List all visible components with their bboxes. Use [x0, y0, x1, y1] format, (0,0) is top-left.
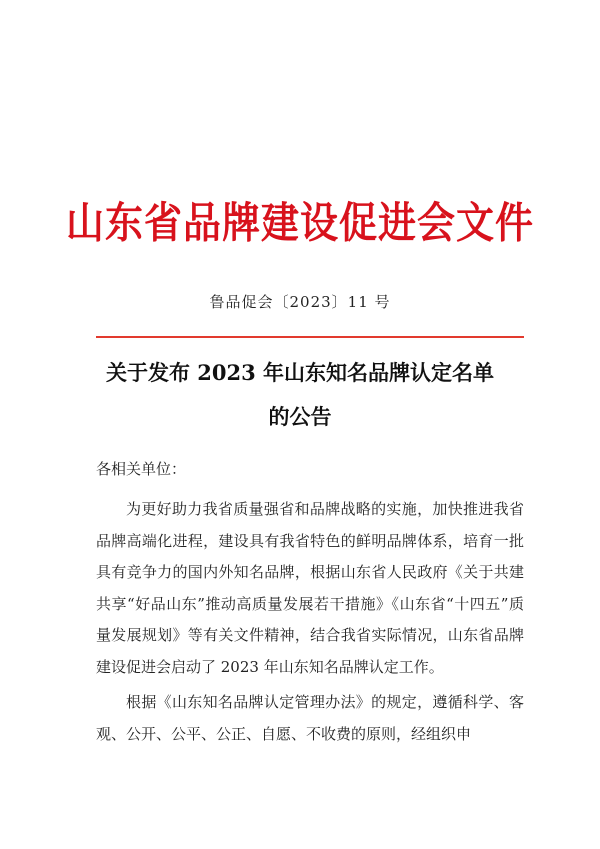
red-divider-line — [96, 336, 524, 338]
paragraph-1: 为更好助力我省质量强省和品牌战略的实施，加快推进我省品牌高端化进程，建设具有我省特色的鲜明品牌体系，培育一批具有竞争力的国内外知名品牌，根据山东省人民政府《关于共建共享“好品山东”推动高质量发展若干措施》《山东省“十四五”质量发展规划》等有关文件精神，结合我省实际情况，山东省品牌建设促进会启动了 2023 年山东知名品牌认定工作。 — [96, 500, 524, 676]
paragraph-2: 根据《山东知名品牌认定管理办法》的规定，遵循科学、客观、公开、公平、公正、自愿、不收费的原则，经组织申 — [96, 693, 524, 743]
body-text — [96, 494, 524, 750]
announcement-title — [0, 354, 600, 436]
addressee: 各相关单位： — [96, 460, 187, 478]
title-line-2: 的公告 — [268, 404, 332, 429]
masthead-title: 山东省品牌建设促进会文件 — [65, 197, 534, 248]
document-number: 鲁品促会〔2023〕11 号 — [209, 293, 391, 311]
title-line-1: 关于发布 2023 年山东知名品牌认定名单 — [105, 360, 495, 385]
